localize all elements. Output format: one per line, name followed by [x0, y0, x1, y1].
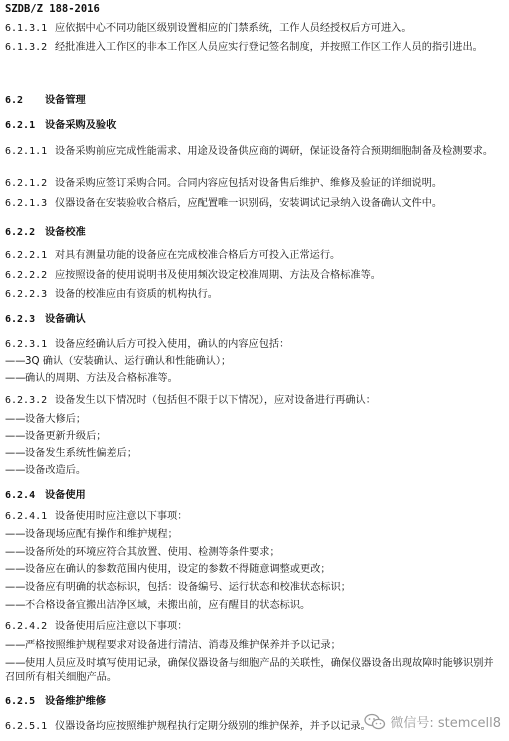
- clause-text: 设备更新升级后；: [25, 431, 107, 442]
- list-item: [5, 563, 503, 577]
- clause-text: 设备现场应配有操作和维护规程；: [25, 529, 178, 540]
- clause-text: 设备使用时应注意以下事项：: [55, 511, 188, 522]
- clause-text: 设备应经确认后方可投入使用，确认的内容应包括：: [55, 339, 290, 350]
- clause-number: 6.2.4.1: [5, 511, 48, 522]
- clause: [5, 41, 503, 55]
- clause-number: 6.1.3.1: [5, 23, 48, 34]
- dash-marker: ——: [5, 431, 26, 442]
- clause-number: 6.2.4: [5, 490, 36, 501]
- clause-text: 确认的周期、方法及合格标准等。: [25, 373, 178, 384]
- dash-marker: ——: [5, 600, 26, 611]
- clause-text: 设备大修后；: [25, 414, 87, 425]
- clause-text: 设备应在确认的参数范围内使用，设定的参数不得随意调整或更改；: [25, 564, 331, 575]
- clause-number: 6.2.5.1: [5, 721, 48, 732]
- clause-text: 严格按照维护规程要求对设备进行清洁、消毒及维护保养并予以记录；: [25, 640, 341, 651]
- section-heading: [5, 226, 503, 240]
- dash-marker: ——: [5, 356, 26, 367]
- clause-text: 设备校准: [45, 227, 86, 238]
- dash-marker: ——: [5, 465, 26, 476]
- clause-text: 设备采购前应完成性能需求、用途及设备供应商的调研，保证设备符合预期细胞制备及检测要求。: [55, 146, 494, 157]
- clause: [5, 269, 503, 283]
- clause-text: 设备所处的环境应符合其放置、使用、检测等条件要求；: [25, 547, 280, 558]
- clause: [5, 338, 503, 352]
- clause-text: 不合格设备宜搬出洁净区域，未搬出前，应有醒目的状态标识。: [25, 600, 311, 611]
- clause: [5, 22, 503, 36]
- clause-text: 设备管理: [45, 95, 86, 106]
- clause-text: 设备改造后。: [25, 465, 87, 476]
- clause-text: 设备采购及验收: [45, 120, 117, 131]
- clause: [5, 510, 503, 524]
- clause-text: 使用人员应及时填写使用记录，确保仪器设备与细胞产品的关联性，确保仪器设备出现故障时能够识别并召回所有相关细胞产品。: [5, 658, 494, 683]
- list-item: [5, 372, 503, 386]
- clause-text: 对具有测量功能的设备应在完成校准合格后方可投入正常运行。: [55, 250, 341, 261]
- list-item: [5, 657, 503, 685]
- list-item: [5, 355, 503, 369]
- list-item: [5, 581, 503, 595]
- list-item: [5, 464, 503, 478]
- list-item: [5, 447, 503, 461]
- clause-number: 6.2.1: [5, 120, 36, 131]
- clause-number: 6.2.3.2: [5, 395, 48, 406]
- clause-text: 设备发生系统性偏差后；: [25, 448, 138, 459]
- clause-number: 6.2.2.3: [5, 289, 48, 300]
- clause-text: 应依据中心不同功能区级别设置相应的门禁系统，工作人员经授权后方可进入。: [55, 23, 412, 34]
- clause-number: 6.2.2.1: [5, 250, 48, 261]
- clause: [5, 249, 503, 263]
- wechat-icon: [364, 713, 386, 731]
- clause-number: 6.2.3.1: [5, 339, 48, 350]
- list-item: [5, 599, 503, 613]
- clause-text: 设备的校准应由有资质的机构执行。: [55, 289, 218, 300]
- list-item: [5, 430, 503, 444]
- section-heading: [5, 94, 503, 108]
- dash-marker: ——: [5, 564, 26, 575]
- clause-text: 设备维护维修: [45, 696, 107, 707]
- clause-number: 6.2.2.2: [5, 270, 48, 281]
- clause-text: 设备发生以下情况时（包括但不限于以下情况），应对设备进行再确认：: [55, 395, 376, 406]
- document-code: SZDB/Z 188-2016: [5, 3, 100, 15]
- clause: [5, 197, 503, 211]
- clause-number: 6.2: [5, 95, 24, 106]
- clause-number: 6.2.1.2: [5, 178, 48, 189]
- clause-number: 6.2.5: [5, 696, 36, 707]
- dash-marker: ——: [5, 658, 26, 669]
- section-heading: [5, 695, 503, 709]
- clause: [5, 394, 503, 408]
- section-heading: [5, 489, 503, 503]
- list-item: [5, 528, 503, 542]
- watermark: [364, 712, 501, 731]
- clause: [5, 288, 503, 302]
- dash-marker: ——: [5, 640, 26, 651]
- list-item: [5, 413, 503, 427]
- clause-text: 经批准进入工作区的非本工作区人员应实行登记签名制度，并按照工作区工作人员的指引进出。: [55, 42, 483, 53]
- clause-number: 6.2.2: [5, 227, 36, 238]
- clause-text: 应按照设备的使用说明书及使用频次设定校准周期、方法及合格标准等。: [55, 270, 381, 281]
- dash-marker: ——: [5, 582, 26, 593]
- clause-text: 设备采购应签订采购合同。合同内容应包括对设备售后维护、维修及验证的详细说明。: [55, 178, 443, 189]
- dash-marker: ——: [5, 373, 26, 384]
- clause-number: 6.1.3.2: [5, 42, 48, 53]
- clause-text: 仪器设备均应按照维护规程执行定期分级别的维护保养，并予以记录。: [55, 721, 371, 732]
- dash-marker: ——: [5, 529, 26, 540]
- clause-number: 6.2.4.2: [5, 621, 48, 632]
- clause-text: 设备应有明确的状态标识，包括：设备编号、运行状态和校准状态标识；: [25, 582, 351, 593]
- clause-text: 设备使用后应注意以下事项：: [55, 621, 188, 632]
- list-item: [5, 546, 503, 560]
- clause-number: 6.2.3: [5, 314, 36, 325]
- clause-text: 设备使用: [45, 490, 86, 501]
- watermark-text: 微信号: stemcell8: [390, 716, 501, 731]
- list-item: [5, 639, 503, 653]
- clause-text: 仪器设备在安装验收合格后，应配置唯一识别码，安装调试记录纳入设备确认文件中。: [55, 198, 443, 209]
- dash-marker: ——: [5, 448, 26, 459]
- clause-number: 6.2.1.3: [5, 198, 48, 209]
- clause: [5, 620, 503, 634]
- clause-number: 6.2.1.1: [5, 146, 48, 157]
- section-heading: [5, 119, 503, 133]
- clause: [5, 177, 503, 191]
- dash-marker: ——: [5, 547, 26, 558]
- clause-text: 设备确认: [45, 314, 86, 325]
- clause: [5, 145, 503, 159]
- section-heading: [5, 313, 503, 327]
- dash-marker: ——: [5, 414, 26, 425]
- clause-text: 3Q 确认（安装确认、运行确认和性能确认）；: [25, 356, 232, 367]
